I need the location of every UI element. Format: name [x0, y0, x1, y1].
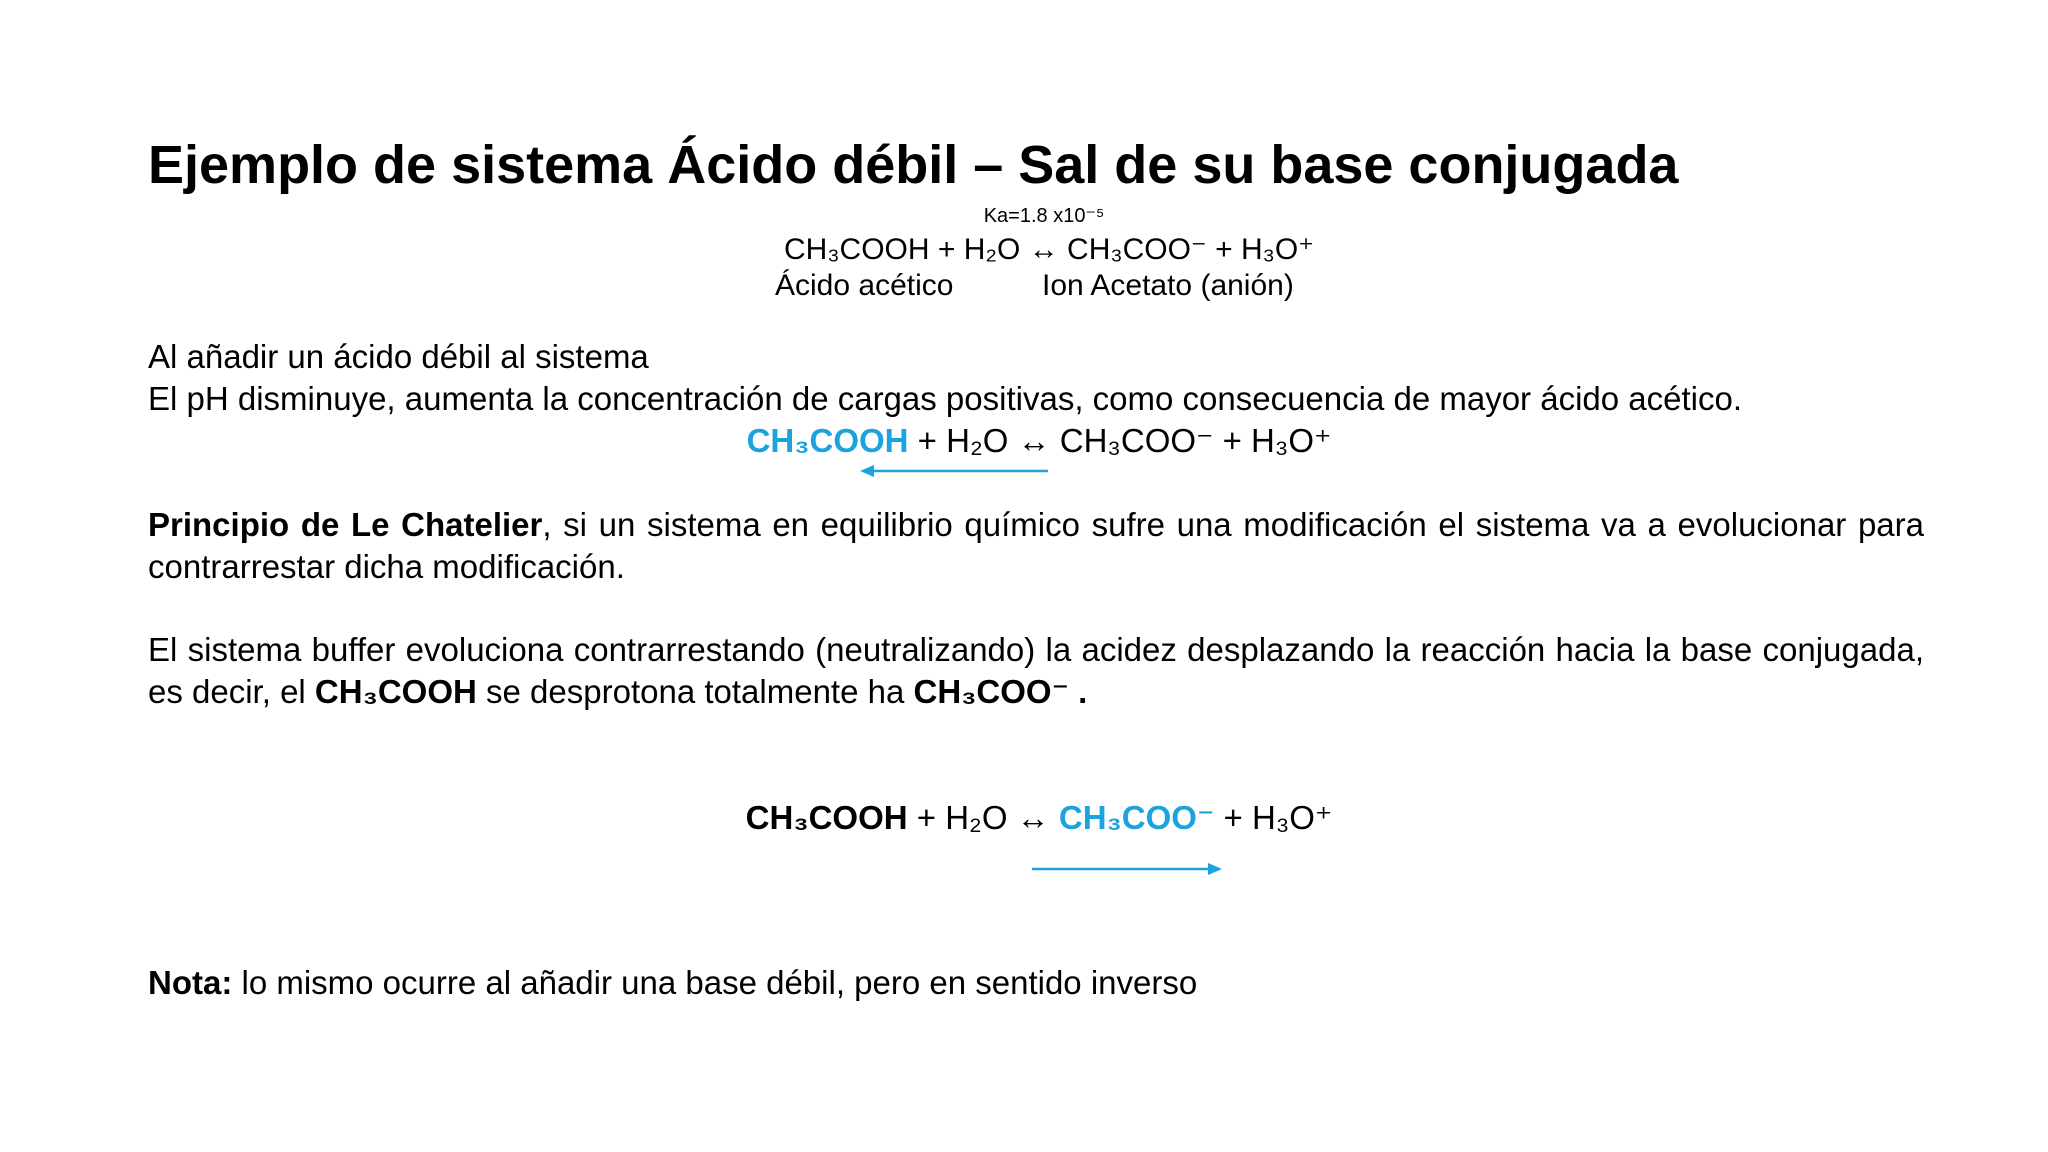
ka-constant: Ka=1.8 x10⁻⁵ — [983, 205, 1105, 227]
paragraph-buffer — [148, 629, 1924, 713]
eq3-mid: + H₂O ↔ — [907, 799, 1059, 836]
label-acetic-acid: Ácido acético — [775, 269, 954, 302]
arrow-left-icon — [860, 464, 1050, 478]
note-text: lo mismo ocurre al añadir una base débil, pero en sentido inverso — [232, 964, 1198, 1001]
equation-ionization: CH₃COOH + H₂O ↔ CH₃COO⁻ + H₃O⁺ — [783, 233, 1314, 266]
note-label: Nota: — [148, 964, 233, 1001]
paragraph-le-chatelier — [148, 504, 1924, 588]
eq3-highlight-acetate: CH₃COO⁻ — [1058, 799, 1215, 836]
le-chatelier-term: Principio de Le Chatelier — [148, 506, 543, 543]
text-ph-decreases: El pH disminuye, aumenta la concentración de cargas positivas, como consecuencia de mayor ácido acético. — [148, 380, 1743, 417]
text-add-weak-acid: Al añadir un ácido débil al sistema — [148, 338, 649, 375]
eq3-end: + H₃O⁺ — [1214, 799, 1333, 836]
eq3-acid: CH₃COOH — [745, 799, 908, 836]
slide-title: Ejemplo de sistema Ácido débil – Sal de su base conjugada — [148, 135, 1679, 195]
equation-shift-left — [0, 419, 2048, 463]
label-acetate-ion: Ion Acetato (anión) — [1042, 269, 1294, 302]
le-chatelier-text: , si un sistema en equilibrio químico sufre una modificación el sistema va a evolucionar para contrarrestar dicha modificación. — [148, 506, 1924, 585]
buffer-text-1: El sistema buffer evoluciona contrarrestando (neutralizando) la acidez desplazando la reacción hacia la base conjugada, es decir, el — [148, 631, 1924, 710]
arrow-right-icon — [1032, 862, 1222, 876]
buffer-text-2: se desprotona totalmente ha — [476, 673, 914, 710]
buffer-bold-acid: CH₃COOH — [314, 673, 477, 710]
buffer-bold-acetate: CH₃COO⁻ . — [913, 673, 1088, 710]
note-line — [148, 962, 1197, 1004]
eq2-rest: + H₂O ↔ CH₃COO⁻ + H₃O⁺ — [908, 422, 1332, 459]
equation-shift-right — [0, 796, 2048, 840]
eq2-highlight-acid: CH₃COOH — [746, 422, 909, 459]
